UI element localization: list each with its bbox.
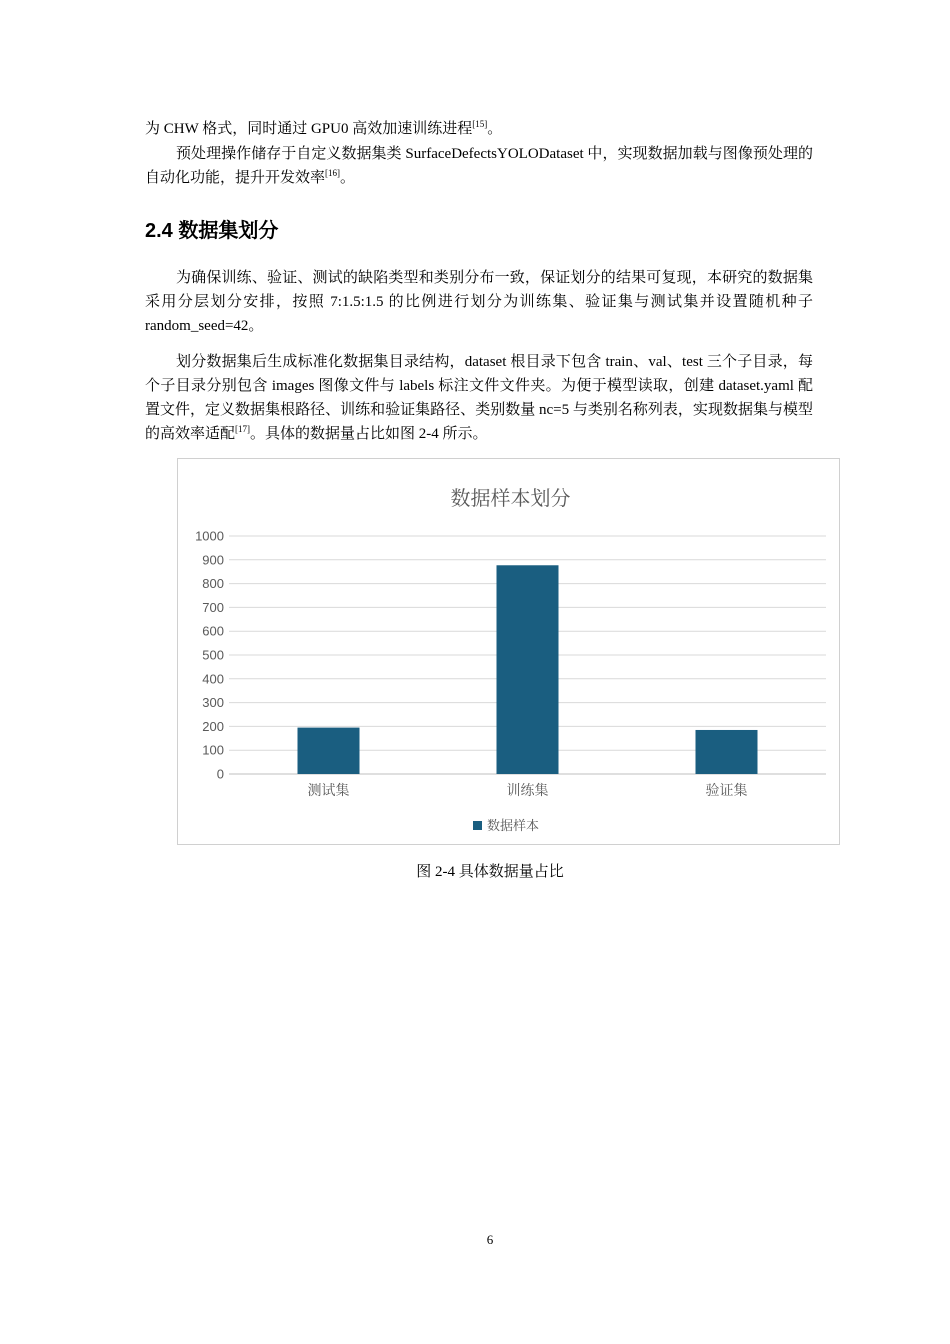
figure-caption: 图 2-4 具体数据量占比 [416,864,564,880]
paragraph-1 [145,117,813,141]
y-tick-label: 200 [202,718,224,734]
bar-2 [497,565,559,774]
y-tick-label: 500 [202,647,224,663]
paragraph-2 [145,142,813,190]
paragraph-3-text: 为确保训练、验证、测试的缺陷类型和类别分布一致，保证划分的结果可复现，本研究的数据集采用分层划分安排，按照 7:1.5:1.5 的比例进行划分为训练集、验证集与测试集并设置随机种子 random_seed=42。 [145,270,813,334]
y-tick-label: 900 [202,552,224,568]
paragraph-2-text: 预处理操作储存于自定义数据集类 SurfaceDefectsYOLODataset 中，实现数据加载与图像预处理的自动化功能，提升开发效率 [145,146,813,186]
bar-chart [178,459,839,844]
paragraph-1-tail: 。 [487,121,503,137]
page-number: 6 [486,1232,494,1247]
x-tick-label: 训练集 [506,782,549,798]
y-tick-label: 800 [202,576,224,592]
y-tick-label: 1000 [195,528,224,544]
paragraph-1-text: 为 CHW 格式，同时通过 GPU0 高效加速训练进程 [145,121,473,137]
chart-frame [177,458,840,845]
paragraph-4-text: 划分数据集后生成标准化数据集目录结构，dataset 根目录下包含 train、val、test 三个子目录，每个子目录分别包含 images 图像文件与 labels 标注文件文件夹。为便于模型读取，创建 dataset.yaml 配置文件，定义数据集根路径、训练和验证集路径、类别数量 nc=5 与类别名称列表，实现数据集与模型的高效率适配 [145,354,813,442]
x-tick-label: 测试集 [307,782,350,798]
y-tick-label: 100 [202,742,224,758]
y-tick-label: 700 [202,599,224,615]
citation-16: [16] [325,168,341,178]
legend-swatch [473,821,482,830]
section-heading: 2.4 数据集划分 [145,220,279,242]
paragraph-4-tail: 。具体的数据量占比如图 2-4 所示。 [250,426,488,442]
y-tick-label: 0 [216,766,224,782]
paragraph-3 [145,266,813,338]
citation-15: [15] [472,119,488,129]
x-tick-label: 验证集 [705,782,748,798]
citation-17: [17] [235,424,251,434]
bar-3 [696,730,758,774]
paragraph-2-tail: 。 [340,170,356,186]
paragraph-4 [145,350,813,446]
chart-title: 数据样本划分 [450,488,571,510]
y-tick-label: 300 [202,695,224,711]
y-tick-label: 600 [202,623,224,639]
y-tick-label: 400 [202,671,224,687]
legend-label: 数据样本 [487,818,540,833]
bar-1 [298,728,360,774]
